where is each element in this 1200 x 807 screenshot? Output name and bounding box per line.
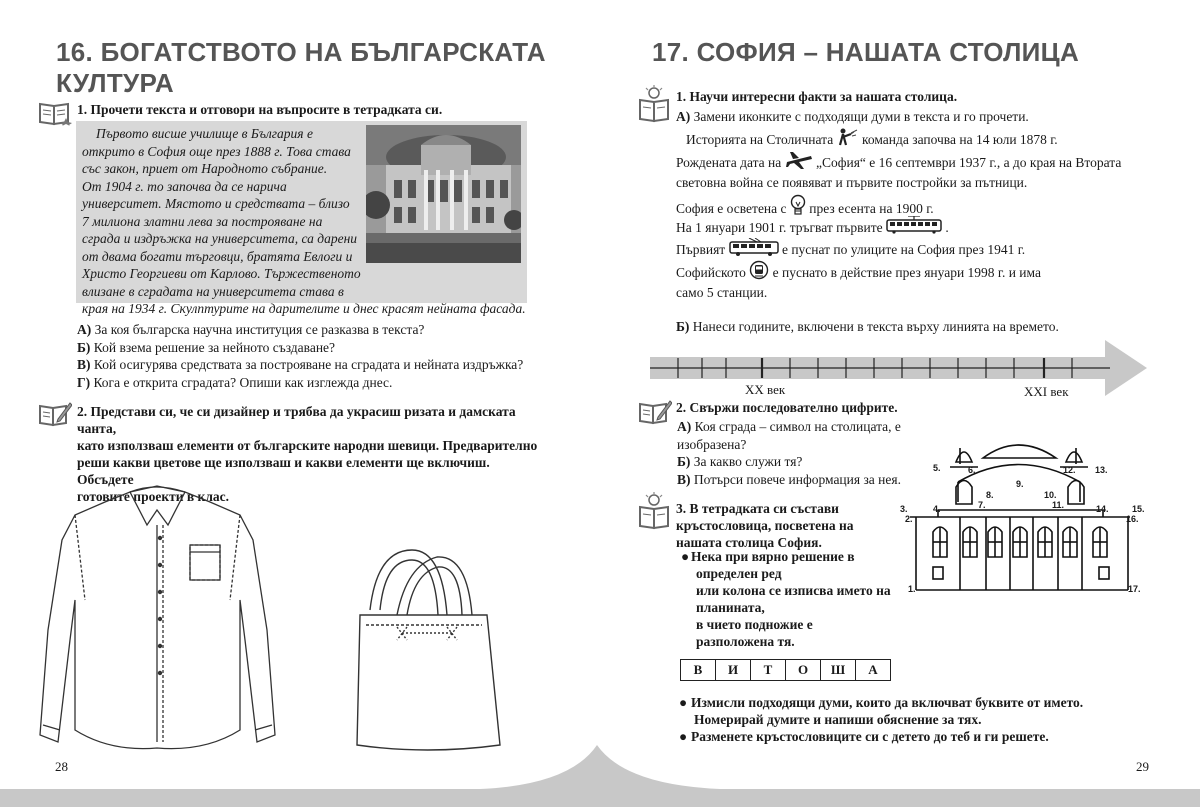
- bullet-dot: ●: [679, 729, 688, 744]
- right-bottom-bullets: ● Измисли подходящи думи, които да включват буквите от името. Номерирай думите и напиши обяснение за тях. ● Разменете кръстословиците си с детето до теб и ги решете.: [676, 694, 1083, 745]
- question-item: Б) За какво служи тя?: [677, 454, 803, 469]
- excerpt-line: 7 милиона златни лева за построяване на: [82, 213, 323, 229]
- excerpt-line: от двама богати търговци, братята Евлоги и: [82, 248, 353, 264]
- right-task1-heading: 1. Научи интересни факти за нашата столица.: [676, 89, 958, 104]
- excerpt-line: сграда и издръжка на университета, са дарени: [82, 231, 358, 246]
- fact-line: На 1 януари 1901 г. тръгват първите .: [676, 216, 949, 242]
- lightbulb-book-icon: [638, 85, 672, 123]
- excerpt-line: университет. Мястото и средствата – близо: [82, 196, 350, 211]
- book-icon: [38, 100, 72, 126]
- fact-line: Рождената дата на „София“ е 16 септември 1937 г., а до края на Втората: [676, 150, 1121, 178]
- pencil-book-icon: [638, 399, 672, 425]
- excerpt-line: Първото висше училище в България е: [96, 126, 313, 141]
- dot-number: 2.: [905, 514, 913, 524]
- right-page-title: 17. СОФИЯ – НАШАТА СТОЛИЦА: [652, 37, 1080, 67]
- shirt-drawing: [35, 480, 280, 760]
- fact-line: София е осветена с през есента на 1900 г.: [676, 194, 934, 226]
- fact-line: само 5 станции.: [676, 285, 768, 300]
- dot-number: 14.: [1096, 504, 1109, 514]
- dot-number: 16.: [1126, 514, 1139, 524]
- excerpt-line: със закон, приет от Народното събрание.: [82, 161, 328, 176]
- bag-drawing: [352, 545, 502, 755]
- fact-line: световна война се появяват и първите постройки за пътници.: [676, 175, 1028, 190]
- excerpt-line: края на 1934 г. Скулптурите на дарителите и днес красят нейната фасада.: [82, 301, 526, 316]
- pencil-book-icon: [38, 401, 72, 427]
- dot-number: 4.: [933, 504, 941, 514]
- lightbulb-book-icon: [638, 492, 672, 530]
- dot-number: 13.: [1095, 465, 1108, 475]
- timeline-label-xx: XX век: [745, 382, 786, 397]
- fact-line: Първият е пуснат по улиците на София през 1941 г.: [676, 238, 1025, 264]
- crossword-cell: В: [681, 660, 716, 681]
- excerpt-line: Христо Георгиеви от Карлово. Тържественото: [82, 266, 361, 281]
- left-questions: [77, 321, 537, 391]
- question-item: В) Потърси повече информация за нея.: [677, 471, 901, 487]
- timeline: [650, 338, 1150, 398]
- crossword-row: [680, 659, 891, 681]
- dot-number: 7.: [978, 500, 986, 510]
- left-page-title: [56, 37, 546, 99]
- dot-number: 15.: [1132, 504, 1145, 514]
- dot-number: 9.: [1016, 479, 1024, 489]
- dot-number: 17.: [1128, 584, 1141, 594]
- right-task2-questions: [677, 418, 907, 488]
- right-task2-heading: 2. Свържи последователно цифрите.: [676, 400, 898, 415]
- excerpt-line: открито в София още през 1888 г. Това става: [82, 143, 351, 159]
- dot-number: 10.: [1044, 490, 1057, 500]
- right-page-number: 29: [1136, 759, 1149, 774]
- question-item: В) Кой осигурява средствата за построяване на сградата и нейната издръжка?: [77, 357, 524, 372]
- question-item: Г) Кога е открита сградата? Опиши как изглежда днес.: [77, 374, 393, 390]
- bullet-dot: ●: [681, 549, 690, 564]
- fact-line: Историята на Столичната команда започва на 14 юли 1878 г.: [686, 128, 1058, 154]
- timeline-label-xxi: XXI век: [1024, 384, 1069, 399]
- question-item: А) Коя сграда – символ на столицата, е: [677, 419, 901, 434]
- excerpt-line: От 1904 г. то започва да се нарича: [82, 178, 287, 194]
- dot-number: 1.: [908, 584, 916, 594]
- right-subA: А) Замени иконките с подходящи думи в текста и го прочети.: [676, 109, 1029, 124]
- left-task1-heading: 1. Прочети текста и отговори на въпросите в тетрадката си.: [77, 102, 443, 117]
- right-subB: Б) Нанеси годините, включени в текста върху линията на времето.: [676, 319, 1059, 334]
- left-page-number: 28: [55, 759, 68, 774]
- dot-number: 8.: [986, 490, 994, 500]
- fact-line: Софийското е пуснато в действие през януари 1998 г. и има: [676, 260, 1041, 288]
- crossword-cell: А: [856, 660, 891, 681]
- dot-number: 12.: [1063, 465, 1076, 475]
- crossword-cell: Т: [751, 660, 786, 681]
- left-title-line2: КУЛТУРА: [56, 68, 174, 98]
- building-dot-to-dot: [898, 432, 1148, 597]
- question-item: А) За коя българска научна институция се разказва в текста?: [77, 322, 425, 337]
- crossword-cell: О: [786, 660, 821, 681]
- dot-number: 5.: [933, 463, 941, 473]
- question-item: изобразена?: [677, 436, 747, 452]
- dot-number: 6.: [968, 465, 976, 475]
- bottom-band: [0, 740, 1200, 807]
- question-item: Б) Кой взема решение за нейното създаване?: [77, 339, 336, 355]
- left-task2-heading: 2. Представи си, че си дизайнер и трябва да украсиш ризата и дамската чанта, като използваш елементи от българските народни шевици. Предварително реши какви цветове ще използваш и какви елементи ще включиш. Обсъдете готовите проекти в клас.: [77, 404, 538, 504]
- left-title-line1: 16. БОГАТСТВОТО НА БЪЛГАРСКАТА: [56, 37, 546, 67]
- text-excerpt-box: [76, 121, 527, 316]
- excerpt-text: [82, 125, 526, 318]
- excerpt-line: влизане в сградата на университета става в: [82, 283, 344, 299]
- bullet-dot: ●: [679, 695, 688, 710]
- right-task3-bullet: ● Нека при вярно решение в определен ред или колона се изписва името на планината, в чието подножие е разположена тя.: [676, 548, 891, 650]
- dot-number: 3.: [900, 504, 908, 514]
- dot-number: 11.: [1052, 500, 1065, 510]
- university-photo: [366, 125, 521, 263]
- right-task3-heading: 3. В тетрадката си състави кръстословица, посветена на нашата столица София.: [676, 501, 854, 550]
- crossword-cell: Ш: [821, 660, 856, 681]
- crossword-cell: И: [716, 660, 751, 681]
